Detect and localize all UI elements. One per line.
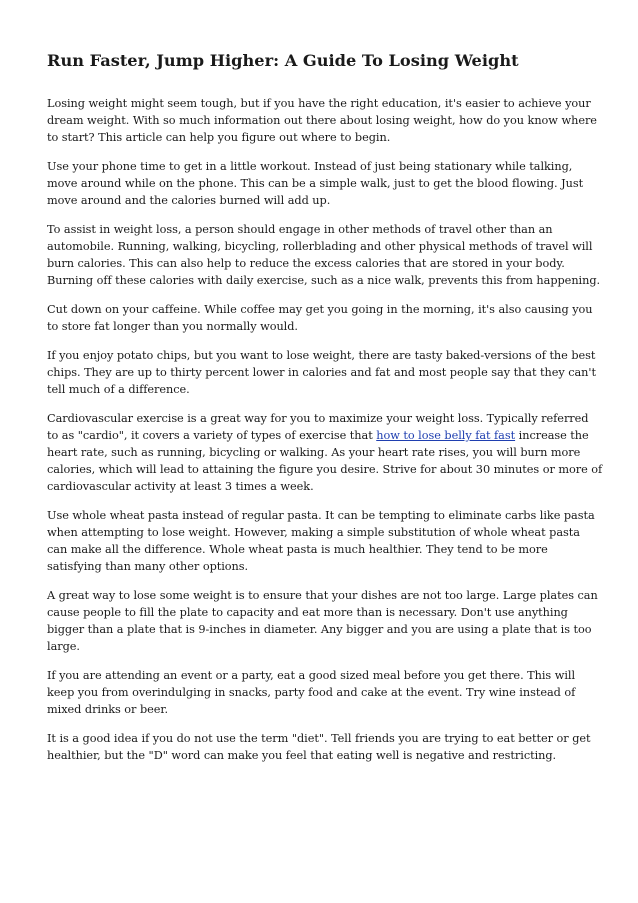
paragraph-caffeine: Cut down on your caffeine. While coffee may get you going in the morning, it's also causing you to store fat longer than you normally would. [47,303,593,333]
cardio-text-before-link: Cardiovascular exercise is a great way for you to maximize your weight loss. Typically referred to as "cardio", it covers a variety of types of exercise that [47,412,589,442]
cardio-text-after-link: increase the heart rate, such as running, bicycling or walking. As your heart rate rises, you will burn more calories, which will lead to attaining the figure you desire. Strive for about 30 minutes or more of cardiovascular activity at least 3 times a week. [47,429,603,493]
paragraph-intro: Losing weight might seem tough, but if you have the right education, it's easier to achieve your dream weight. With so much information out there about losing weight, how do you know where to start? This article can help you figure out where to begin. [47,97,597,144]
paragraph-event-meal: If you are attending an event or a party, eat a good sized meal before you get there. This will keep you from overindulging in snacks, party food and cake at the event. Try wine instead of mixed drinks or beer. [47,669,576,716]
paragraph-phone-workout: Use your phone time to get in a little workout. Instead of just being stationary while talking, move around while on the phone. This can be a simple walk, just to get the blood flowing. Just move around and the calories burned will add up. [47,160,584,207]
paragraph-diet-term: It is a good idea if you do not use the term "diet". Tell friends you are trying to eat better or get healthier, but the "D" word can make you feel that eating well is negative and restricting. [47,732,591,762]
document-page [47,50,603,776]
paragraph-travel-methods: To assist in weight loss, a person should engage in other methods of travel other than an automobile. Running, walking, bicycling, rollerblading and other physical methods of travel will burn calories. This can also help to reduce the excess calories that are stored in your body. Burning off these calories with daily exercise, such as a nice walk, prevents this from happening. [47,223,601,287]
paragraph-cardio [47,410,603,495]
paragraph-plate-size: A great way to lose some weight is to ensure that your dishes are not too large. Large plates can cause people to fill the plate to capacity and eat more than is necessary. Don't use anything bigger than a plate that is 9-inches in diameter. Any bigger and you are using a plate that is too large. [47,589,598,653]
page-title: Run Faster, Jump Higher: A Guide To Losing Weight [47,51,519,70]
paragraph-potato-chips: If you enjoy potato chips, but you want to lose weight, there are tasty baked-versions of the best chips. They are up to thirty percent lower in calories and fat and most people say that they can't tell much of a difference. [47,349,596,396]
belly-fat-link[interactable]: how to lose belly fat fast [376,429,516,442]
paragraph-whole-wheat-pasta: Use whole wheat pasta instead of regular pasta. It can be tempting to eliminate carbs like pasta when attempting to lose weight. However, making a simple substitution of whole wheat pasta can make all the difference. Whole wheat pasta is much healthier. They tend to be more satisfying than many other options. [47,509,595,573]
